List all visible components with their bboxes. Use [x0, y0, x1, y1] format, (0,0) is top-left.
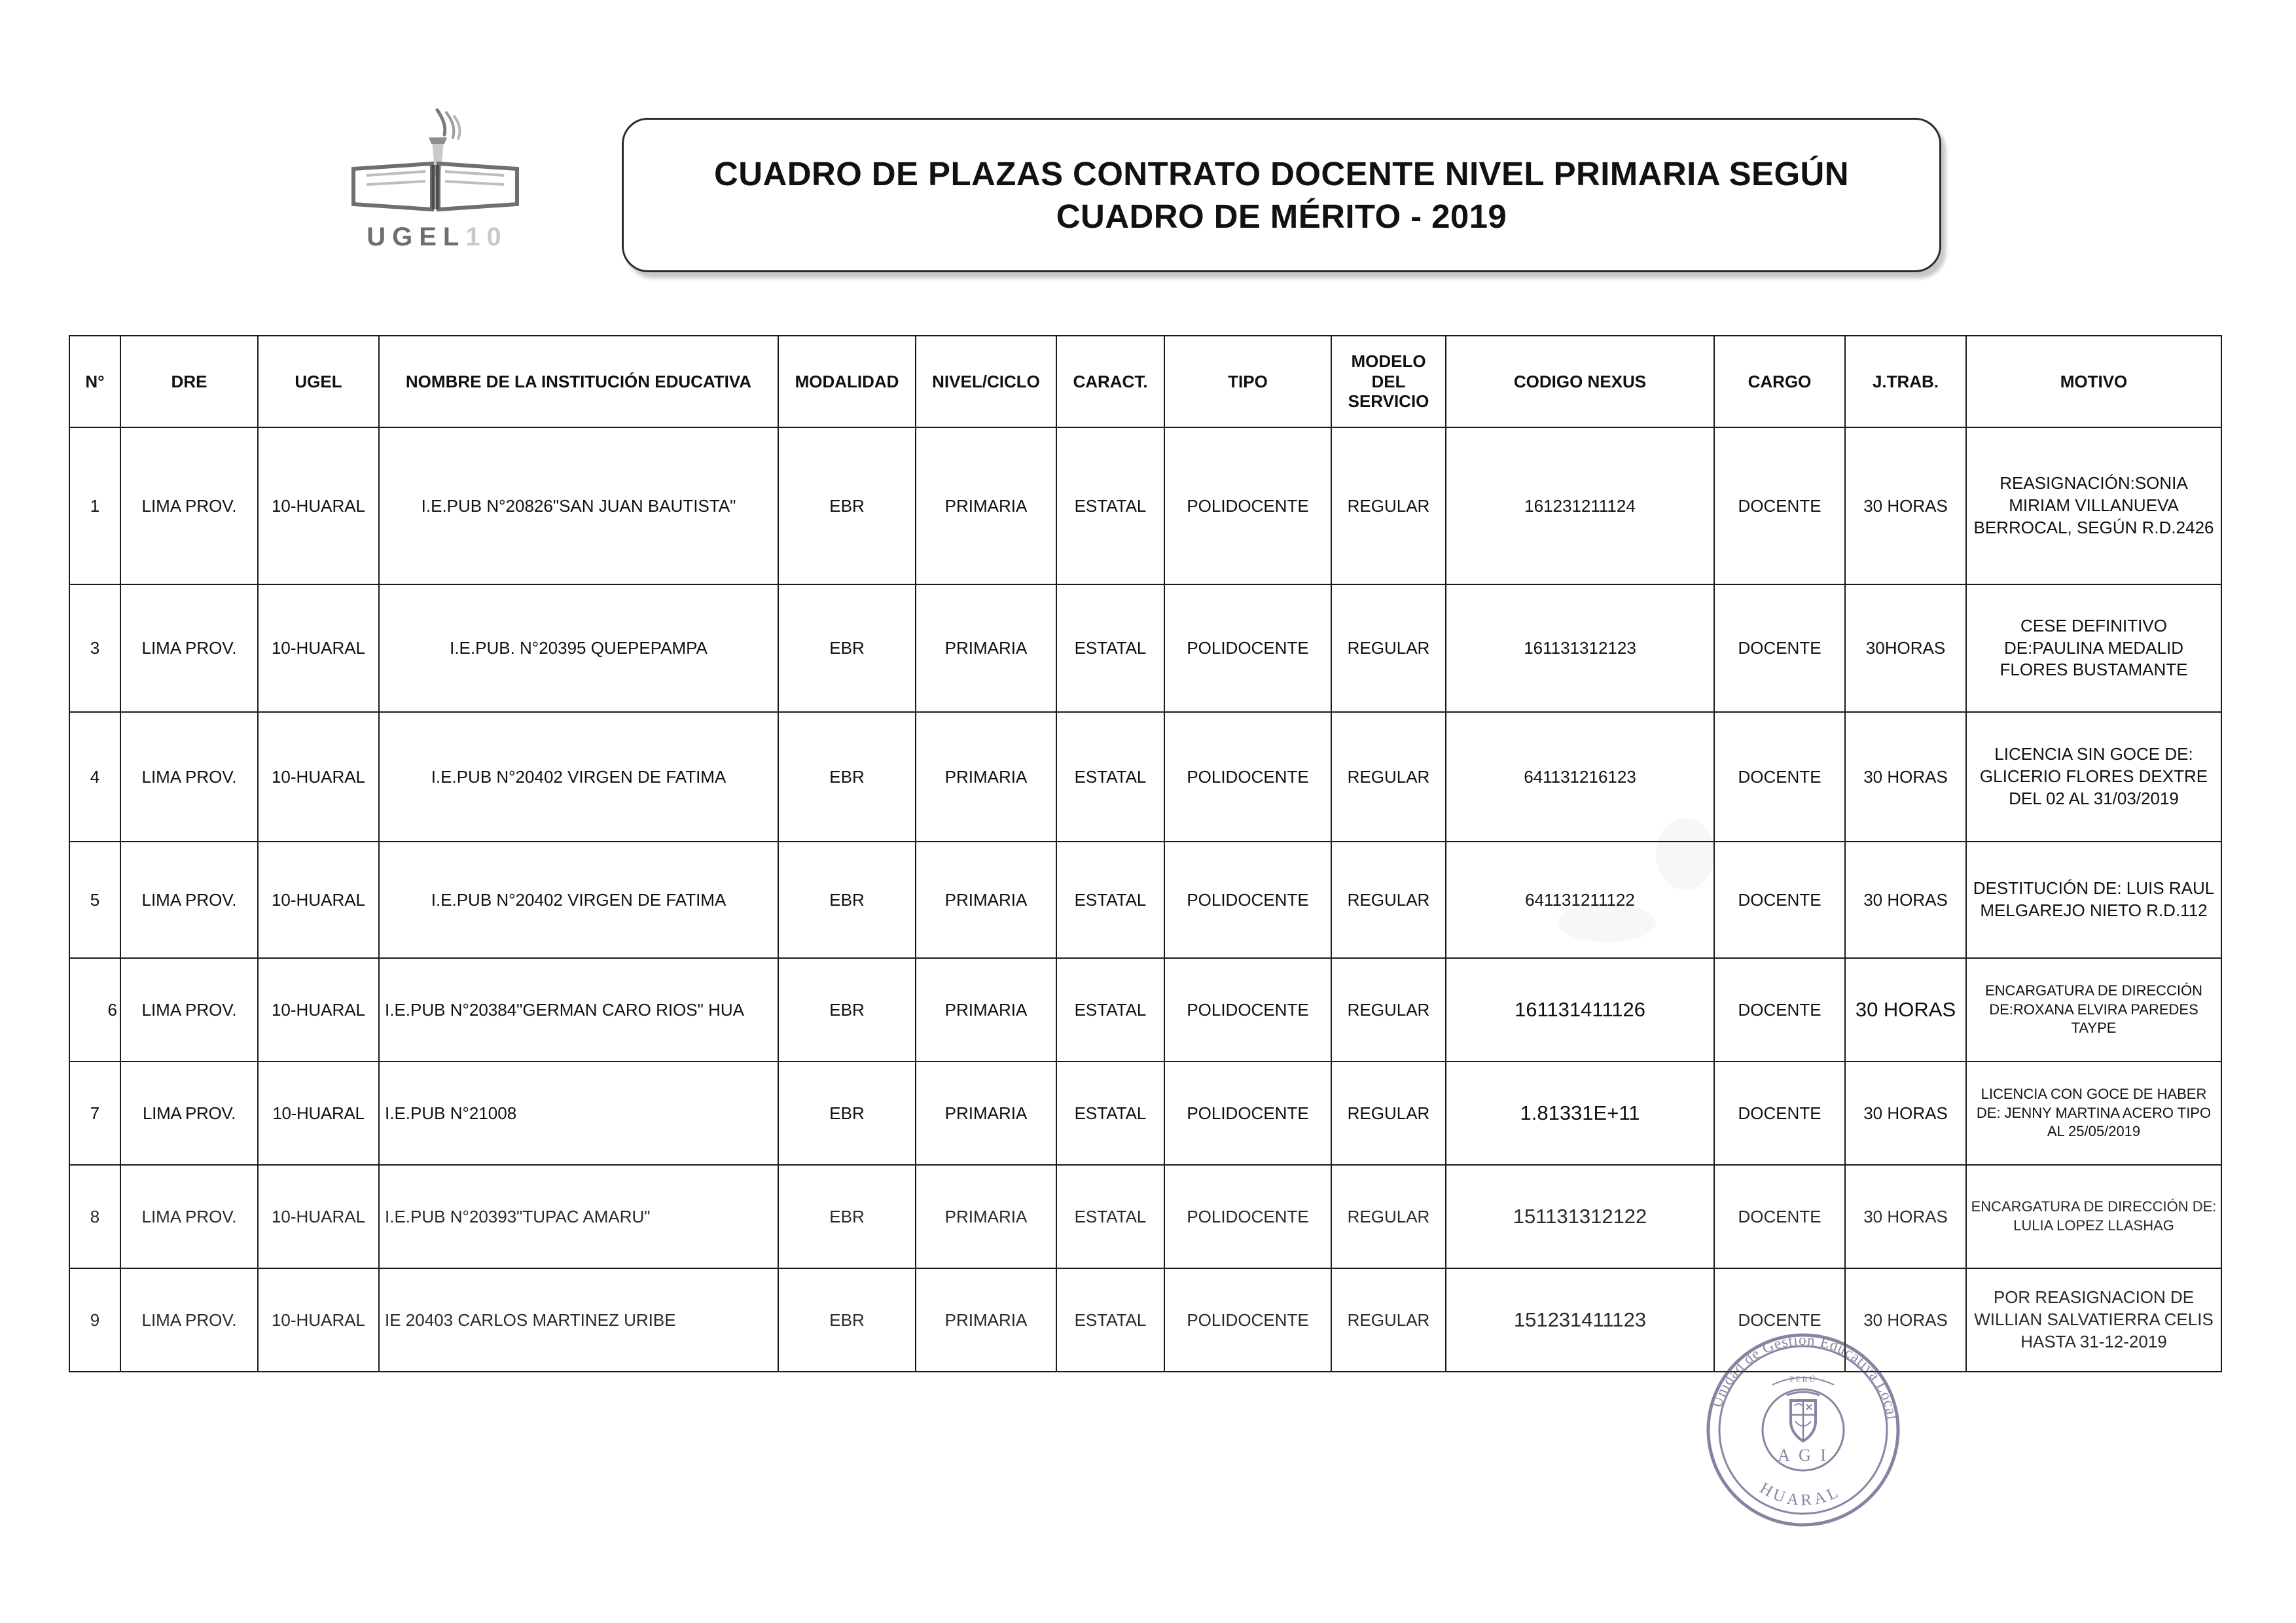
cell-ugel: 10-HUARAL: [258, 427, 379, 584]
cell-jornada: 30 HORAS: [1845, 958, 1966, 1061]
cell-modelo-servicio: REGULAR: [1331, 958, 1446, 1061]
cell-dre: LIMA PROV.: [120, 1061, 258, 1165]
cell-tipo: POLIDOCENTE: [1164, 1061, 1331, 1165]
column-header-dre: DRE: [120, 336, 258, 427]
cell-cargo: DOCENTE: [1714, 427, 1845, 584]
cell-motivo: LICENCIA SIN GOCE DE: GLICERIO FLORES DEXTRE DEL 02 AL 31/03/2019: [1966, 712, 2221, 842]
cell-nivel: PRIMARIA: [916, 427, 1056, 584]
cell-nivel: PRIMARIA: [916, 1268, 1056, 1372]
cell-modalidad: EBR: [778, 958, 916, 1061]
ugel-logo-word: UGEL: [367, 223, 466, 251]
column-header-codigo-nexus: CODIGO NEXUS: [1446, 336, 1714, 427]
cell-modelo-servicio: REGULAR: [1331, 712, 1446, 842]
cell-numero: 5: [69, 842, 120, 958]
cell-dre: LIMA PROV.: [120, 1165, 258, 1268]
svg-text:PERÚ: PERÚ: [1789, 1374, 1817, 1384]
cell-institucion: I.E.PUB. N°20395 QUEPEPAMPA: [379, 584, 778, 712]
stamp-top-text: Unidad de Gestión Educativa Local: [1708, 1331, 1901, 1421]
cell-cargo: DOCENTE: [1714, 842, 1845, 958]
cell-jornada: 30 HORAS: [1845, 1061, 1966, 1165]
cell-modalidad: EBR: [778, 712, 916, 842]
cell-ugel: 10-HUARAL: [258, 712, 379, 842]
cell-jornada: 30HORAS: [1845, 584, 1966, 712]
cell-modalidad: EBR: [778, 842, 916, 958]
cell-cargo: DOCENTE: [1714, 1165, 1845, 1268]
column-header-caract: CARACT.: [1056, 336, 1164, 427]
cell-motivo: DESTITUCIÓN DE: LUIS RAUL MELGAREJO NIETO R.D.112: [1966, 842, 2221, 958]
cell-codigo-nexus: 641131211122: [1446, 842, 1714, 958]
cell-numero: 9: [69, 1268, 120, 1372]
column-header-modelo-servicio: [1331, 336, 1446, 427]
column-header-tipo: TIPO: [1164, 336, 1331, 427]
table-row: [69, 584, 2221, 712]
cell-caract: ESTATAL: [1056, 1268, 1164, 1372]
cell-motivo: REASIGNACIÓN:SONIA MIRIAM VILLANUEVA BERROCAL, SEGÚN R.D.2426: [1966, 427, 2221, 584]
cell-modelo-servicio: REGULAR: [1331, 1061, 1446, 1165]
cell-tipo: POLIDOCENTE: [1164, 1165, 1331, 1268]
cell-caract: ESTATAL: [1056, 427, 1164, 584]
ugel-logo-text: [332, 223, 542, 252]
cell-ugel: 10-HUARAL: [258, 958, 379, 1061]
cell-dre: LIMA PROV.: [120, 1268, 258, 1372]
cell-tipo: POLIDOCENTE: [1164, 712, 1331, 842]
cell-modelo-servicio: REGULAR: [1331, 427, 1446, 584]
ugel-logo-number: 10: [465, 223, 508, 251]
cell-caract: ESTATAL: [1056, 958, 1164, 1061]
cell-numero: 7: [69, 1061, 120, 1165]
table-header-row: [69, 336, 2221, 427]
cell-numero: 3: [69, 584, 120, 712]
plazas-table: [69, 335, 2222, 1372]
cell-cargo: DOCENTE: [1714, 1061, 1845, 1165]
cell-ugel: 10-HUARAL: [258, 1165, 379, 1268]
column-header-cargo: CARGO: [1714, 336, 1845, 427]
cell-dre: LIMA PROV.: [120, 584, 258, 712]
cell-caract: ESTATAL: [1056, 1061, 1164, 1165]
cell-tipo: POLIDOCENTE: [1164, 584, 1331, 712]
stamp-center-text: A G I: [1778, 1446, 1829, 1465]
cell-cargo: DOCENTE: [1714, 958, 1845, 1061]
cell-modalidad: EBR: [778, 1061, 916, 1165]
cell-dre: LIMA PROV.: [120, 712, 258, 842]
cell-modelo-servicio: REGULAR: [1331, 1268, 1446, 1372]
svg-text:HUARAL: [1757, 1479, 1844, 1509]
cell-caract: ESTATAL: [1056, 712, 1164, 842]
cell-tipo: POLIDOCENTE: [1164, 958, 1331, 1061]
cell-nivel: PRIMARIA: [916, 958, 1056, 1061]
stamp-bottom-text: HUARAL: [1757, 1479, 1844, 1510]
cell-caract: ESTATAL: [1056, 1165, 1164, 1268]
column-header-nivel-ciclo: NIVEL/CICLO: [916, 336, 1056, 427]
cell-dre: LIMA PROV.: [120, 427, 258, 584]
page-title-line-1: CUADRO DE PLAZAS CONTRATO DOCENTE NIVEL PRIMARIA SEGÚN: [714, 154, 1849, 192]
cell-codigo-nexus: 151231411123: [1446, 1268, 1714, 1372]
cell-motivo: ENCARGATURA DE DIRECCIÓN DE: LULIA LOPEZ LLASHAG: [1966, 1165, 2221, 1268]
table-row: [69, 958, 2221, 1061]
cell-tipo: POLIDOCENTE: [1164, 842, 1331, 958]
cell-codigo-nexus: 161131411126: [1446, 958, 1714, 1061]
cell-numero: 1: [69, 427, 120, 584]
cell-codigo-nexus: 641131216123: [1446, 712, 1714, 842]
column-header-jornada-trabajo: J.TRAB.: [1845, 336, 1966, 427]
document-header: [0, 98, 2296, 308]
cell-institucion: I.E.PUB N°20393"TUPAC AMARU": [379, 1165, 778, 1268]
table-row: [69, 1165, 2221, 1268]
cell-modelo-servicio: REGULAR: [1331, 842, 1446, 958]
column-header-numero: N°: [69, 336, 120, 427]
table-row: [69, 842, 2221, 958]
plazas-table-container: [69, 335, 2217, 1372]
cell-modalidad: EBR: [778, 584, 916, 712]
column-header-modelo-line3: SERVICIO: [1348, 391, 1429, 412]
cell-ugel: 10-HUARAL: [258, 1061, 379, 1165]
cell-institucion: I.E.PUB N°20402 VIRGEN DE FATIMA: [379, 842, 778, 958]
cell-ugel: 10-HUARAL: [258, 1268, 379, 1372]
open-book-with-torch-icon: [327, 105, 543, 229]
column-header-institucion: NOMBRE DE LA INSTITUCIÓN EDUCATIVA: [379, 336, 778, 427]
cell-jornada: 30 HORAS: [1845, 1268, 1966, 1372]
cell-institucion: IE 20403 CARLOS MARTINEZ URIBE: [379, 1268, 778, 1372]
cell-numero: 4: [69, 712, 120, 842]
page-title: [622, 118, 1941, 272]
cell-motivo: POR REASIGNACION DE WILLIAN SALVATIERRA CELIS HASTA 31-12-2019: [1966, 1268, 2221, 1372]
cell-jornada: 30 HORAS: [1845, 427, 1966, 584]
official-stamp: [1695, 1322, 1911, 1538]
column-header-motivo: MOTIVO: [1966, 336, 2221, 427]
cell-nivel: PRIMARIA: [916, 1165, 1056, 1268]
cell-nivel: PRIMARIA: [916, 842, 1056, 958]
cell-jornada: 30 HORAS: [1845, 842, 1966, 958]
cell-codigo-nexus: 151131312122: [1446, 1165, 1714, 1268]
cell-codigo-nexus: 161131312123: [1446, 584, 1714, 712]
column-header-modalidad: MODALIDAD: [778, 336, 916, 427]
cell-tipo: POLIDOCENTE: [1164, 427, 1331, 584]
cell-institucion: I.E.PUB N°20826"SAN JUAN BAUTISTA": [379, 427, 778, 584]
table-row: [69, 712, 2221, 842]
cell-codigo-nexus: 161231211124: [1446, 427, 1714, 584]
cell-modelo-servicio: REGULAR: [1331, 584, 1446, 712]
ugel-logo: [327, 105, 543, 268]
cell-nivel: PRIMARIA: [916, 712, 1056, 842]
cell-motivo: CESE DEFINITIVO DE:PAULINA MEDALID FLORES BUSTAMANTE: [1966, 584, 2221, 712]
cell-numero: 8: [69, 1165, 120, 1268]
cell-nivel: PRIMARIA: [916, 584, 1056, 712]
cell-modalidad: EBR: [778, 1165, 916, 1268]
cell-dre: LIMA PROV.: [120, 842, 258, 958]
cell-codigo-nexus: 1.81331E+11: [1446, 1061, 1714, 1165]
peru-coat-of-arms-icon: [1787, 1392, 1820, 1441]
cell-caract: ESTATAL: [1056, 842, 1164, 958]
page-title-line-2: CUADRO DE MÉRITO - 2019: [1056, 198, 1507, 235]
cell-cargo: DOCENTE: [1714, 712, 1845, 842]
cell-modelo-servicio: REGULAR: [1331, 1165, 1446, 1268]
cell-institucion: I.E.PUB N°20402 VIRGEN DE FATIMA: [379, 712, 778, 842]
cell-institucion: I.E.PUB N°20384"GERMAN CARO RIOS" HUA: [379, 958, 778, 1061]
cell-ugel: 10-HUARAL: [258, 584, 379, 712]
cell-nivel: PRIMARIA: [916, 1061, 1056, 1165]
column-header-ugel: UGEL: [258, 336, 379, 427]
cell-institucion: I.E.PUB N°21008: [379, 1061, 778, 1165]
table-row: [69, 1061, 2221, 1165]
cell-motivo: LICENCIA CON GOCE DE HABER DE: JENNY MARTINA ACERO TIPO AL 25/05/2019: [1966, 1061, 2221, 1165]
cell-modalidad: EBR: [778, 427, 916, 584]
cell-caract: ESTATAL: [1056, 584, 1164, 712]
cell-numero: 6: [69, 958, 120, 1061]
cell-dre: LIMA PROV.: [120, 958, 258, 1061]
column-header-modelo-line1: MODELO: [1351, 351, 1426, 371]
cell-cargo: DOCENTE: [1714, 584, 1845, 712]
column-header-modelo-line2: DEL: [1371, 371, 1406, 391]
cell-modalidad: EBR: [778, 1268, 916, 1372]
cell-motivo: ENCARGATURA DE DIRECCIÓN DE:ROXANA ELVIRA PAREDES TAYPE: [1966, 958, 2221, 1061]
cell-cargo: DOCENTE: [1714, 1268, 1845, 1372]
table-row: [69, 427, 2221, 584]
cell-ugel: 10-HUARAL: [258, 842, 379, 958]
cell-jornada: 30 HORAS: [1845, 712, 1966, 842]
cell-tipo: POLIDOCENTE: [1164, 1268, 1331, 1372]
cell-jornada: 30 HORAS: [1845, 1165, 1966, 1268]
